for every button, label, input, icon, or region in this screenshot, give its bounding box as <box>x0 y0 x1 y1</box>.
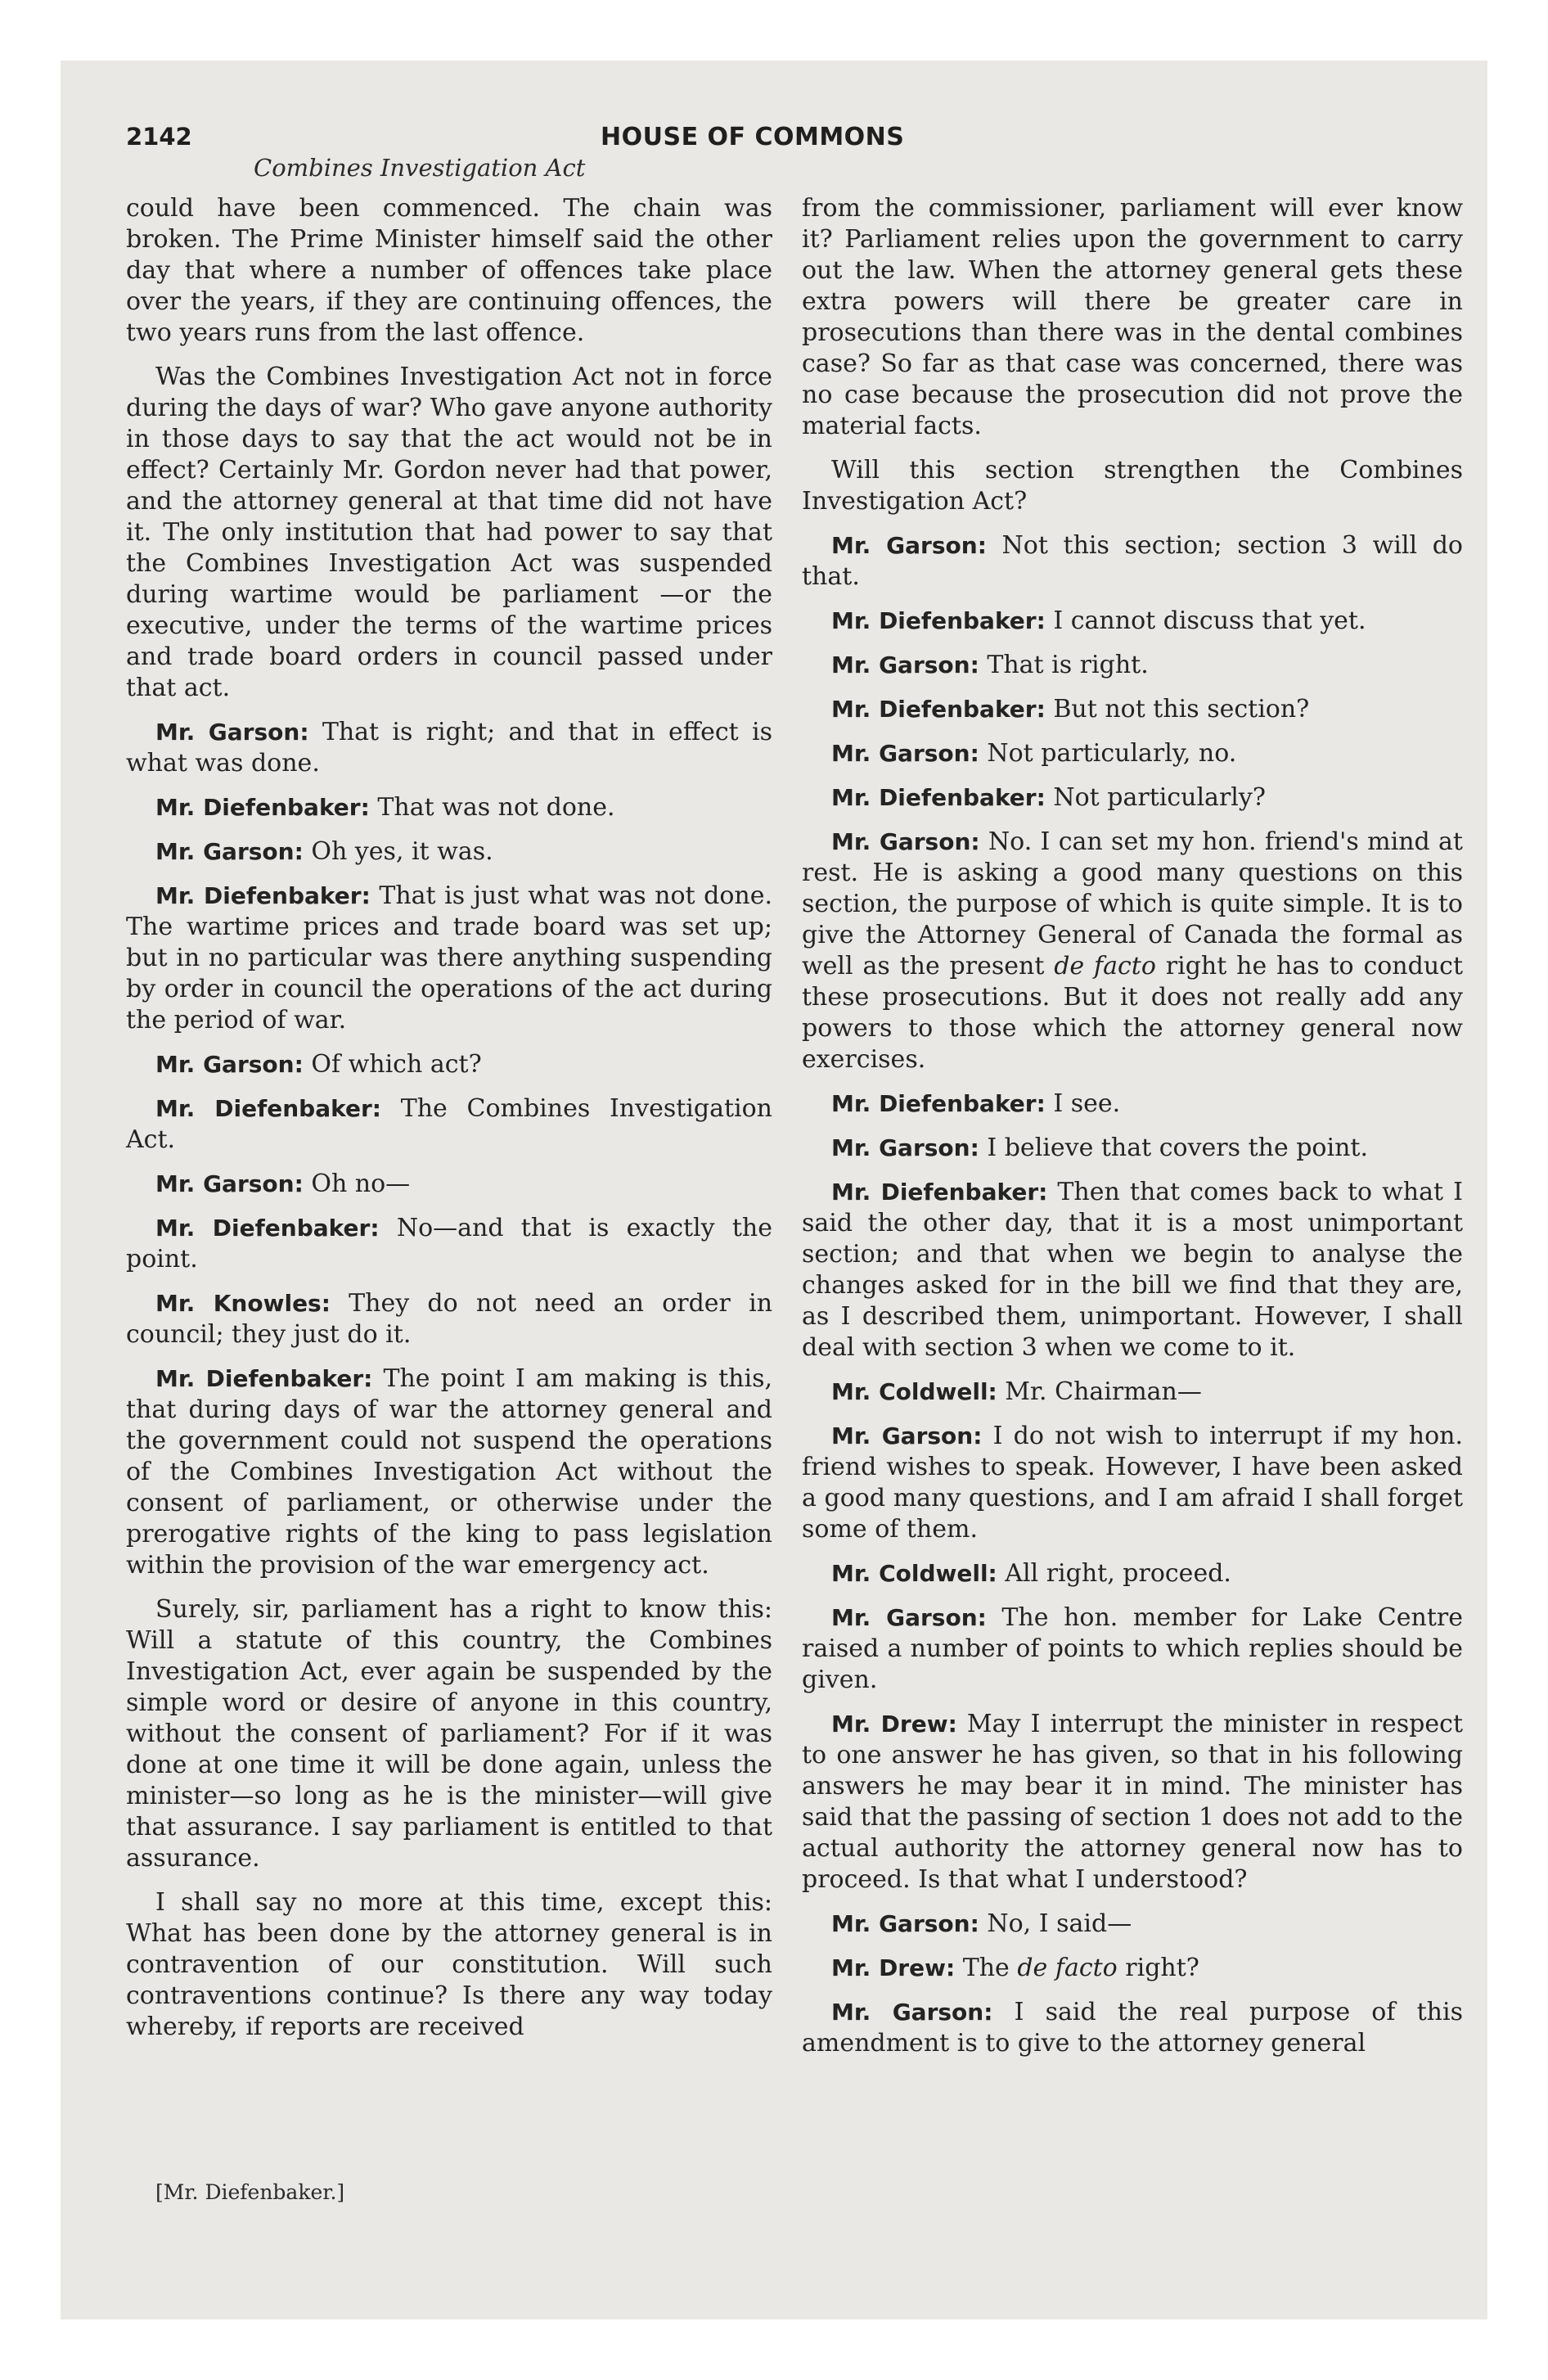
right-column <box>802 193 1463 2072</box>
paragraph <box>802 530 1463 593</box>
paragraph <box>126 362 772 704</box>
paragraph <box>126 1213 772 1275</box>
speaker-name: Mr. Garson: <box>831 651 979 678</box>
paragraph <box>802 193 1463 442</box>
paragraph-text: The hon. member for Lake Centre raised a number of points to which replies should be given. <box>802 1603 1463 1694</box>
speaker-name: Mr. Coldwell: <box>831 1378 997 1405</box>
speaker-name: Mr. Garson: <box>155 719 309 746</box>
speaker-name: Mr. Garson: <box>155 1051 304 1078</box>
paragraph <box>126 193 772 349</box>
paragraph <box>126 1364 772 1581</box>
paragraph-text: But not this section? <box>1053 695 1310 723</box>
paragraph <box>126 881 772 1036</box>
speaker-name: Mr. Diefenbaker: <box>155 882 371 909</box>
speaker-name: Mr. Garson: <box>831 1910 979 1937</box>
paragraph-text: The Combines Investigation Act. <box>126 1094 772 1154</box>
speaker-name: Mr. Diefenbaker: <box>155 794 370 821</box>
paragraph-text: No—and that is exactly the point. <box>126 1214 772 1273</box>
speaker-name: Mr. Drew: <box>831 1954 956 1981</box>
paragraph <box>802 1133 1463 1164</box>
paragraph-text: Not this section; section 3 will do that. <box>802 531 1463 591</box>
paragraph-text: Then that comes back to what I said the other day, that it is a most unimportant section; and that when we begin to analyse the changes asked for in the bill we find that they are, as I described them, unimportant. However, I shall deal with section 3 when we come to it. <box>802 1178 1463 1362</box>
speaker-name: Mr. Diefenbaker: <box>831 607 1046 634</box>
speaker-name: Mr. Diefenbaker: <box>831 696 1046 723</box>
paragraph-text: I shall say no more at this time, except this: What has been done by the attorney general is in contravention of our constitution. Will such contraventions continue? Is there any way today whereby, if reports are received <box>126 1888 772 2041</box>
paragraph-text: That is just what was not done. The wartime prices and trade board was set up; but in no particular was there anything suspending by order in council the operations of the act during the period of war. <box>126 881 772 1034</box>
speaker-name: Mr. Diefenbaker: <box>831 784 1046 811</box>
paragraph-text: No, I said— <box>987 1909 1132 1938</box>
section-title: Combines Investigation Act <box>254 154 586 182</box>
paragraph-text: Oh yes, it was. <box>311 837 493 866</box>
paragraph <box>802 455 1463 517</box>
paragraph-text: from the commissioner, parliament will ever know it? Parliament relies upon the government to carry out the law. When the attorney general gets these extra powers will there be greater care in prosecutions than there was in the dental combines case? So far as that case was concerned, there was no case because the prosecution did not prove the material facts. <box>802 194 1463 440</box>
speaker-name: Mr. Diefenbaker: <box>155 1095 381 1122</box>
paragraph-text: I believe that covers the point. <box>987 1134 1369 1162</box>
paragraph <box>802 1558 1463 1589</box>
speaker-name: Mr. Garson: <box>831 828 980 855</box>
paragraph-text: Surely, sir, parliament has a right to know this: Will a statute of this country, the Combines Investigation Act, ever again be suspended by the simple word or desire of anyone in this country, without the consent of parliament? For if it was done at one time it will be done again, unless the minister—so long as he is the minister—will give that assurance. I say parliament is entitled to that assurance. <box>126 1595 772 1873</box>
paragraph-text: Not particularly? <box>1053 783 1266 812</box>
paragraph-text: Oh no— <box>311 1170 411 1198</box>
paragraph <box>126 836 772 868</box>
speaker-name: Mr. Garson: <box>155 1170 304 1197</box>
paragraph <box>802 694 1463 725</box>
paragraph <box>802 1089 1463 1120</box>
paragraph <box>126 792 772 823</box>
paragraph <box>126 717 772 779</box>
speaker-name: Mr. Garson: <box>831 1999 993 2026</box>
footer-attribution: [Mr. Diefenbaker.] <box>155 2180 345 2204</box>
paragraph <box>126 1887 772 2043</box>
speaker-name: Mr. Garson: <box>831 1604 987 1631</box>
paragraph <box>802 606 1463 637</box>
speaker-name: Mr. Garson: <box>831 532 987 559</box>
paragraph <box>802 1421 1463 1545</box>
paragraph-text: Of which act? <box>311 1050 482 1079</box>
paragraph <box>802 1602 1463 1696</box>
paragraph-text: I said the real purpose of this amendment is to give to the attorney general <box>802 1998 1463 2058</box>
paragraph <box>802 650 1463 681</box>
paragraph <box>802 1377 1463 1408</box>
speaker-name: Mr. Garson: <box>155 838 304 865</box>
paragraph-text: No. I can set my hon. friend's mind at rest. He is asking a good many questions on this section, the purpose of which is quite simple. It is to give the Attorney General of Canada the formal as well as the present de facto right he has to conduct these prosecutions. But it does not really add any powers to those which the attorney general now exercises. <box>802 827 1464 1074</box>
paragraph-text: Will this section strengthen the Combines Investigation Act? <box>802 456 1463 516</box>
paragraph <box>126 1169 772 1200</box>
paragraph-text: The point I am making is this, that during days of war the attorney general and the government could not suspend the operations of the Combines Investigation Act without the consent of parliament, or otherwise under the prerogative rights of the king to pass legislation within the provision of the war emergency act. <box>126 1364 772 1580</box>
paragraph <box>802 1997 1463 2059</box>
speaker-name: Mr. Diefenbaker: <box>831 1179 1048 1206</box>
paragraph <box>802 827 1463 1075</box>
paragraph-text: I do not wish to interrupt if my hon. friend wishes to speak. However, I have been asked a good many questions, and I am afraid I shall forget some of them. <box>802 1422 1463 1544</box>
paragraph-text: Was the Combines Investigation Act not in force during the days of war? Who gave anyone authority in those days to say that the act would not be in effect? Certainly Mr. Gordon never had that power, and the attorney general at that time did not have it. The only institution that had power to say that the Combines Investigation Act was suspended during wartime would be parliament —or the executive, under the terms of the wartime prices and trade board orders in council passed under that act. <box>126 363 772 702</box>
paragraph <box>126 1594 772 1874</box>
paragraph-text: I cannot discuss that yet. <box>1053 606 1366 635</box>
paragraph <box>126 1049 772 1080</box>
speaker-name: Mr. Knowles: <box>155 1290 331 1317</box>
paragraph-text: That is right; and that in effect is what was done. <box>126 718 772 778</box>
paragraph <box>126 1288 772 1350</box>
paragraph-text: That was not done. <box>377 793 615 822</box>
speaker-name: Mr. Drew: <box>831 1711 957 1738</box>
speaker-name: Mr. Diefenbaker: <box>155 1215 380 1242</box>
paragraph <box>802 738 1463 769</box>
paragraph-text: All right, proceed. <box>1005 1559 1231 1588</box>
paragraph <box>802 1177 1463 1364</box>
speaker-name: Mr. Garson: <box>831 1422 983 1449</box>
paragraph-text: The de facto right? <box>962 1954 1199 1982</box>
paragraph <box>802 1909 1463 1940</box>
speaker-name: Mr. Diefenbaker: <box>155 1365 373 1392</box>
left-column <box>126 193 772 2056</box>
page-number: 2142 <box>126 123 192 151</box>
paragraph-text: That is right. <box>987 651 1149 679</box>
paragraph-text: They do not need an order in council; they just do it. <box>126 1289 773 1349</box>
paragraph-text: Not particularly, no. <box>987 739 1237 768</box>
paragraph-text: I see. <box>1053 1089 1121 1118</box>
speaker-name: Mr. Diefenbaker: <box>831 1090 1046 1117</box>
speaker-name: Mr. Garson: <box>831 740 979 767</box>
speaker-name: Mr. Garson: <box>831 1134 979 1161</box>
running-head: HOUSE OF COMMONS <box>601 123 905 151</box>
paragraph-text: Mr. Chairman— <box>1005 1377 1202 1406</box>
paragraph-text: May I interrupt the minister in respect to one answer he has given, so that in his following answers he may bear it in mind. The minister has said that the passing of section 1 does not add to the actual authority the attorney general now has to proceed. Is that what I understood? <box>802 1710 1463 1894</box>
paragraph-text: could have been commenced. The chain was broken. The Prime Minister himself said the other day that where a number of offences take place over the years, if they are continuing offences, the two years runs from the last offence. <box>126 194 772 347</box>
paragraph <box>802 782 1463 814</box>
speaker-name: Mr. Coldwell: <box>831 1560 997 1587</box>
paragraph <box>802 1953 1463 1984</box>
paragraph <box>802 1709 1463 1895</box>
paragraph <box>126 1093 772 1156</box>
